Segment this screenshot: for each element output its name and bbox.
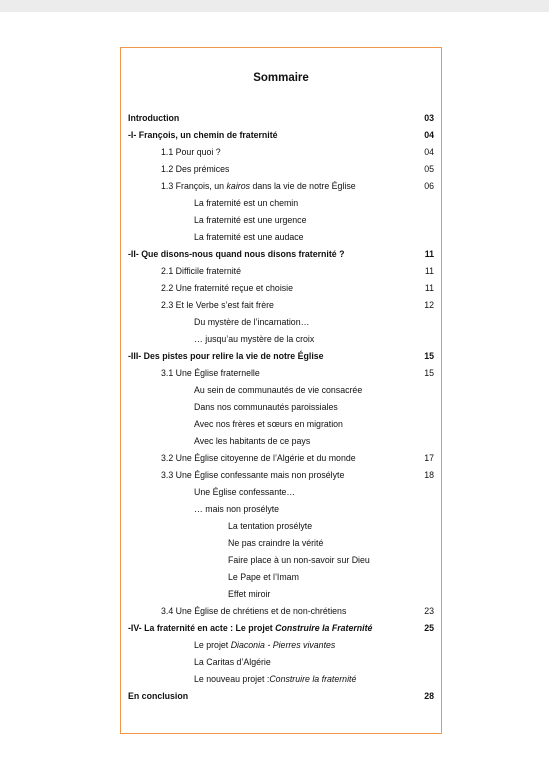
toc-entry-label-part: Le nouveau projet : <box>194 674 270 684</box>
toc-entry-page-number: 05 <box>424 164 434 174</box>
toc-entry-label-part: Avec nos frères et sœurs en migration <box>194 419 343 429</box>
toc-entry <box>128 229 434 245</box>
toc-entry-page-number: 04 <box>424 130 434 140</box>
toc-entry <box>128 178 434 194</box>
toc-entry-label <box>128 688 188 704</box>
toc-entry-page-number: 28 <box>424 691 434 701</box>
toc-entry-label <box>161 280 293 296</box>
toc-entry-label <box>194 501 279 517</box>
toc-entry-page-number: 03 <box>424 113 434 123</box>
toc-entry <box>128 195 434 211</box>
toc-entry-label <box>161 297 274 313</box>
toc-entry-label-part: Au sein de communautés de vie consacrée <box>194 385 363 395</box>
toc-entry-label-part: La fraternité est une urgence <box>194 215 307 225</box>
toc-entry-page-number: 23 <box>424 606 434 616</box>
toc-entry-label-part: En conclusion <box>128 691 189 701</box>
toc-entry <box>128 212 434 228</box>
toc-entry-label <box>194 433 310 449</box>
toc-entry-label <box>228 535 323 551</box>
toc-entry <box>128 654 434 670</box>
toc-entry-label <box>194 654 271 670</box>
toc-entry-label <box>194 382 362 398</box>
toc-entry-label <box>194 331 314 347</box>
toc-entry-label-part: La Caritas d’Algérie <box>194 657 271 667</box>
toc-entry <box>128 416 434 432</box>
toc-entry-label-part: 1.2 Des prémices <box>161 164 230 174</box>
toc-entry-label-part: Faire place à un non-savoir sur Dieu <box>228 555 370 565</box>
toc-entry-label <box>194 229 304 245</box>
toc-entry <box>128 399 434 415</box>
toc-entry-page-number: 12 <box>424 300 434 310</box>
toc-entry-label-part: 2.1 Difficile fraternité <box>161 266 242 276</box>
viewer-top-bar <box>0 0 549 12</box>
toc-entry-page-number: 11 <box>424 249 434 259</box>
toc-entry-page-number: 11 <box>424 266 434 276</box>
toc-entry <box>128 484 434 500</box>
toc-entry-label-part: 2.2 Une fraternité reçue et choisie <box>161 283 294 293</box>
toc-entry <box>128 467 434 483</box>
toc-entry-label <box>228 569 299 585</box>
toc-entry-label <box>194 399 338 415</box>
toc-entry-label-part: Construire la Fraternité <box>275 623 373 633</box>
toc-entry-label-part: La tentation prosélyte <box>228 521 313 531</box>
toc-entry-label <box>128 620 372 636</box>
toc-entry-label-part: Avec les habitants de ce pays <box>194 436 311 446</box>
toc-entry-label <box>128 127 278 143</box>
toc-entry <box>128 569 434 585</box>
toc-entry <box>128 127 434 143</box>
toc-entry-label-part: -II- Que disons-nous quand nous disons fraternité ? <box>128 249 345 259</box>
toc-entry-label-part: 3.4 Une Église de chrétiens et de non-chrétiens <box>161 606 347 616</box>
toc-entry-label <box>228 518 312 534</box>
toc-entry-label-part: 3.2 Une Église citoyenne de l’Algérie et du monde <box>161 453 356 463</box>
toc-entry <box>128 637 434 653</box>
toc-entry <box>128 348 434 364</box>
toc-entry-label-part: Le projet <box>194 640 231 650</box>
toc-entry-label-part: -I- François, un chemin de fraternité <box>128 130 278 140</box>
toc-entry <box>128 535 434 551</box>
toc-entry-label-part: La fraternité est une audace <box>194 232 304 242</box>
toc-entry <box>128 552 434 568</box>
toc-entry-label <box>161 178 356 194</box>
toc-entry-page-number: 25 <box>424 623 434 633</box>
toc-entry-label-part: kairos <box>226 181 250 191</box>
toc-entry-label <box>161 161 229 177</box>
toc-entry-label <box>161 365 260 381</box>
toc-entry <box>128 586 434 602</box>
toc-entry <box>128 688 434 704</box>
toc-entry-label-part: -III- Des pistes pour relire la vie de notre Église <box>128 351 324 361</box>
toc-entry-label-part: Ne pas craindre la vérité <box>228 538 324 548</box>
toc-entry <box>128 331 434 347</box>
toc-entry-label-part: Le Pape et l’Imam <box>228 572 299 582</box>
toc-entry-label <box>194 314 309 330</box>
toc-entry <box>128 450 434 466</box>
toc-entry-page-number: 11 <box>424 283 434 293</box>
toc-entry-label-part: -IV- La fraternité en acte : Le projet <box>128 623 276 633</box>
toc-entry-label-part: Diaconia - Pierres vivantes <box>230 640 336 650</box>
toc-entry-label-part: Introduction <box>128 113 180 123</box>
toc-entry-label-part: Dans nos communautés paroissiales <box>194 402 338 412</box>
toc-entry <box>128 246 434 262</box>
toc-entry <box>128 110 434 126</box>
toc-entry-label <box>194 671 356 687</box>
toc-entry <box>128 161 434 177</box>
page-title: Sommaire <box>253 72 309 84</box>
toc-entry-label <box>161 263 241 279</box>
toc-entry-label <box>194 416 343 432</box>
toc-entry-page-number: 06 <box>424 181 434 191</box>
toc-entry <box>128 314 434 330</box>
toc-entry-label-part: … jusqu’au mystère de la croix <box>194 334 315 344</box>
toc-entry-page-number: 18 <box>424 470 434 480</box>
toc-entry-label <box>228 552 370 568</box>
toc-entry-label <box>161 603 346 619</box>
toc-entry-page-number: 04 <box>424 147 434 157</box>
toc-entry-label <box>194 484 295 500</box>
toc-entry-label-part: dans la vie de notre Église <box>250 181 356 191</box>
toc-entry <box>128 671 434 687</box>
toc-entry-label-part: Effet miroir <box>228 589 271 599</box>
toc-entry-label-part: Du mystère de l’incarnation… <box>194 317 310 327</box>
toc-entry-label <box>128 348 324 364</box>
toc-entry-label <box>128 110 179 126</box>
toc-entry-label <box>128 246 345 262</box>
toc-entry-label-part: La fraternité est un chemin <box>194 198 299 208</box>
toc-entry <box>128 382 434 398</box>
toc-entry <box>128 297 434 313</box>
toc-entry-label <box>161 467 344 483</box>
toc-entry <box>128 144 434 160</box>
toc-entry <box>128 603 434 619</box>
toc-entry <box>128 518 434 534</box>
toc-entry-label-part: 1.1 Pour quoi ? <box>161 147 221 157</box>
toc-entry-label-part: … mais non prosélyte <box>194 504 280 514</box>
toc-entry-label <box>194 637 335 653</box>
toc-entry-page-number: 15 <box>424 351 434 361</box>
toc-entry-label <box>228 586 270 602</box>
toc-entry-page-number: 17 <box>424 453 434 463</box>
toc-entry-label <box>161 450 356 466</box>
toc-entry-label-part: 3.3 Une Église confessante mais non prosélyte <box>161 470 345 480</box>
toc-entry-page-number: 15 <box>424 368 434 378</box>
toc-entry <box>128 620 434 636</box>
toc-entry-label-part: 3.1 Une Église fraternelle <box>161 368 260 378</box>
toc-entry-label-part: Construire la fraternité <box>269 674 357 684</box>
toc-entry-label-part: 1.3 François, un <box>161 181 227 191</box>
toc-entry <box>128 263 434 279</box>
toc-entry-label-part: 2.3 Et le Verbe s’est fait frère <box>161 300 274 310</box>
toc-entry-label <box>194 212 306 228</box>
toc-entry <box>128 280 434 296</box>
toc-entry-label <box>194 195 298 211</box>
toc-entry <box>128 365 434 381</box>
document-page <box>120 47 442 734</box>
toc-entry <box>128 501 434 517</box>
toc-entry-label <box>161 144 221 160</box>
toc-entry-label-part: Une Église confessante… <box>194 487 296 497</box>
toc-entry <box>128 433 434 449</box>
